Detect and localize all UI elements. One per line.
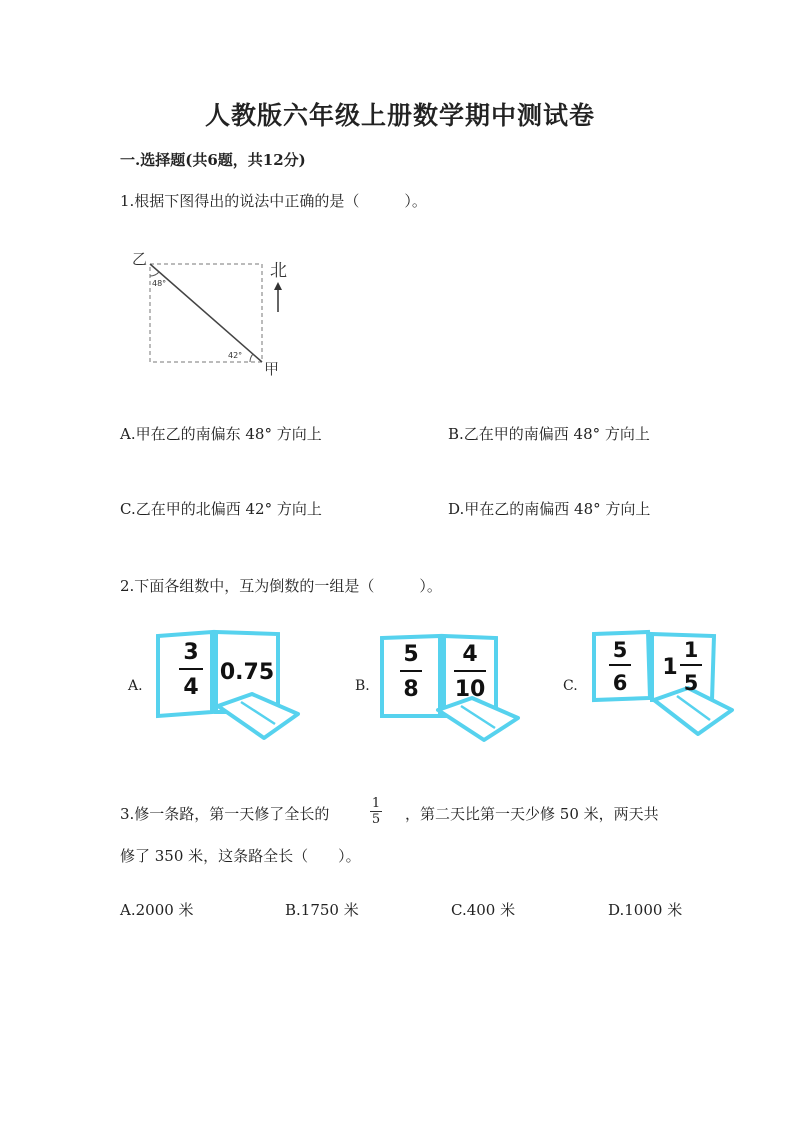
north-arrowhead-icon — [274, 282, 282, 290]
fraction-numerator: 1 — [371, 796, 381, 811]
angle-arc-top — [150, 272, 159, 276]
label-yi: 乙 — [132, 250, 148, 268]
angle-arc-bottom — [250, 354, 253, 362]
question-2-stem: 2.下面各组数中，互为倒数的一组是（ ）。 — [120, 577, 442, 595]
q3-option-c[interactable]: C.400 米 — [451, 901, 516, 919]
q3-option-a[interactable]: A.2000 米 — [120, 901, 194, 919]
section-heading: 一.选择题(共6题，共12分) — [120, 151, 306, 169]
label-north: 北 — [270, 261, 287, 281]
fraction-denominator: 6 — [612, 671, 628, 695]
fraction-numerator-right: 1 — [683, 638, 699, 662]
diagonal-line — [150, 264, 262, 362]
open-book-icon — [218, 694, 298, 738]
q2-option-a-label[interactable]: A. — [128, 678, 143, 694]
fraction-denominator: 5 — [371, 812, 381, 827]
label-jia: 甲 — [264, 360, 280, 378]
q2-option-b-label[interactable]: B. — [355, 678, 370, 694]
page-title: 人教版六年级上册数学期中测试卷 — [204, 101, 595, 130]
question-1-stem: 1.根据下图得出的说法中正确的是（ ）。 — [120, 192, 427, 210]
question-3-stem-part1: 3.修一条路，第一天修了全长的 — [120, 805, 330, 823]
mixed-whole: 1 — [662, 655, 678, 680]
q1-option-d[interactable]: D.甲在乙的南偏西 48° 方向上 — [448, 500, 651, 518]
q2-option-b-card[interactable] — [376, 630, 536, 744]
question-3-fraction — [366, 796, 386, 827]
q2-option-c-label[interactable]: C. — [563, 678, 578, 694]
question-3-stem-line2: 修了 350 米，这条路全长（ ）。 — [120, 847, 361, 865]
fraction-denominator-right: 5 — [683, 671, 699, 695]
fraction-denominator: 8 — [403, 677, 419, 702]
fraction-numerator: 5 — [612, 638, 628, 662]
q2-option-a-card[interactable] — [150, 628, 310, 744]
q1-option-a[interactable]: A.甲在乙的南偏东 48° 方向上 — [120, 425, 322, 443]
question-3-stem-part2: ，第二天比第一天少修 50 米，两天共 — [405, 805, 659, 823]
fraction-numerator: 5 — [403, 642, 419, 667]
q3-option-b[interactable]: B.1750 米 — [285, 901, 359, 919]
q1-option-c[interactable]: C.乙在甲的北偏西 42° 方向上 — [120, 500, 322, 518]
q1-option-b[interactable]: B.乙在甲的南偏西 48° 方向上 — [448, 425, 650, 443]
decimal-value: 0.75 — [219, 660, 275, 685]
fraction-denominator: 4 — [183, 675, 199, 700]
direction-figure — [128, 246, 298, 381]
fraction-numerator: 3 — [183, 640, 199, 665]
q3-option-d[interactable]: D.1000 米 — [608, 901, 683, 919]
q2-option-c-card[interactable] — [590, 628, 740, 744]
angle-label-48: 48° — [152, 279, 167, 288]
angle-label-42: 42° — [228, 351, 243, 360]
open-book-icon — [438, 698, 518, 740]
fraction-numerator-right: 4 — [462, 642, 478, 667]
fraction-denominator-right: 10 — [454, 677, 486, 702]
